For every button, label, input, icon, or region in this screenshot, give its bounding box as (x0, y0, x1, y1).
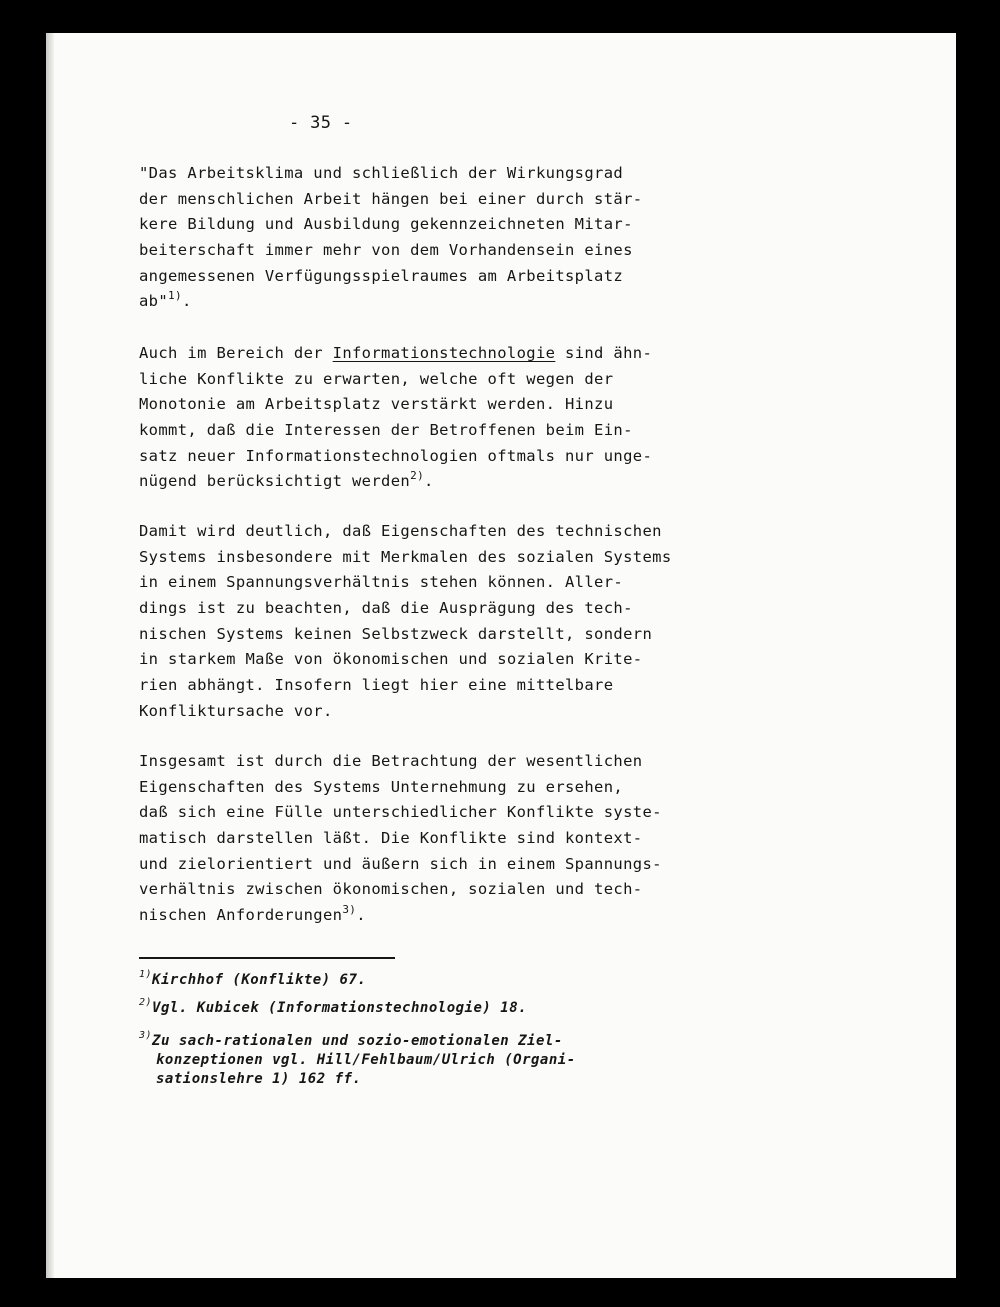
paragraph-line: Eigenschaften des Systems Unternehmung zu ersehen, (139, 777, 624, 796)
paragraph-line: satz neuer Informationstechnologien oftmals nur unge- (139, 446, 653, 465)
footnote-text: Vgl. Kubicek (Informationstechnologie) 18. (152, 1000, 528, 1016)
page-number: - 35 - (289, 113, 353, 133)
paragraph-line: Konfliktursache vor. (139, 701, 333, 720)
paragraph-last-line (139, 469, 652, 495)
paragraph-line: Monotonie am Arbeitsplatz verstärkt werden. Hinzu (139, 395, 614, 414)
paragraph-line: dings ist zu beachten, daß die Ausprägung des tech- (139, 599, 633, 618)
footnote-marker: 1) (139, 969, 153, 980)
paragraph-1 (139, 161, 642, 315)
paragraph-line: verhältnis zwischen ökonomischen, sozialen und tech- (139, 880, 643, 899)
paragraph-line: liche Konflikte zu erwarten, welche oft wegen der (139, 369, 614, 388)
underlined-term: Informationstechnologie (332, 344, 556, 362)
footnote-text: Kirchhof (Konflikte) 67. (152, 972, 367, 988)
paragraph-line: Insgesamt ist durch die Betrachtung der wesentlichen (139, 752, 643, 770)
page-binding-edge (46, 33, 54, 1278)
paragraph-line: in einem Spannungsverhältnis stehen können. Aller- (139, 573, 624, 592)
line-tail: . (424, 472, 434, 491)
footnote-separator (139, 957, 395, 959)
document-page (46, 33, 956, 1278)
footnote-text: sationslehre 1) 162 ff. (156, 1071, 362, 1087)
footnote-reference-2: 2) (410, 469, 425, 483)
paragraph-last-line (139, 289, 642, 315)
footnote-marker: 3) (139, 1030, 153, 1041)
paragraph-line: kommt, daß die Interessen der Betroffenen beim Ein- (139, 421, 633, 440)
paragraph-line: der menschlichen Arbeit hängen bei einer durch stär- (139, 189, 643, 208)
paragraph-3 (139, 519, 672, 725)
paragraph-line: in starkem Maße von ökonomischen und sozialen Krite- (139, 650, 643, 669)
line-text: nischen Anforderungen (139, 906, 343, 925)
paragraph-line: daß sich eine Fülle unterschiedlicher Konflikte syste- (139, 803, 662, 822)
footnote-2 (139, 999, 527, 1018)
paragraph-line: Systems insbesondere mit Merkmalen des sozialen Systems (139, 547, 672, 566)
line-text: ab" (139, 292, 169, 311)
paragraph-line: beiterschaft immer mehr von dem Vorhandensein eines (139, 241, 633, 260)
footnote-text: konzeptionen vgl. Hill/Fehlbaum/Ulrich (Organi- (156, 1052, 576, 1068)
footnote-1 (139, 971, 366, 990)
line-tail: . (182, 292, 192, 311)
paragraph-line: rien abhängt. Insofern liegt hier eine mittelbare (139, 676, 614, 695)
line-text: nügend berücksichtigt werden (139, 472, 411, 491)
paragraph-last-line (139, 903, 662, 929)
paragraph-line: und zielorientiert und äußern sich in einem Spannungs- (139, 854, 662, 873)
footnote-marker: 2) (139, 997, 153, 1008)
paragraph-4 (139, 749, 662, 929)
line-text: sind ähn- (555, 344, 653, 362)
line-tail: . (356, 906, 366, 925)
paragraph-first-line (139, 341, 652, 367)
footnote-reference-3: 3) (342, 903, 357, 917)
paragraph-2 (139, 341, 652, 495)
line-text: Auch im Bereich der (139, 344, 333, 362)
paragraph-line: "Das Arbeitsklima und schließlich der Wirkungsgrad (139, 164, 624, 182)
paragraph-line: kere Bildung und Ausbildung gekennzeichneten Mitar- (139, 215, 633, 234)
footnote-3 (139, 1032, 576, 1089)
footnote-text: Zu sach-rationalen und sozio-emotionalen Ziel- (152, 1033, 563, 1049)
paragraph-line: matisch darstellen läßt. Die Konflikte sind kontext- (139, 829, 643, 848)
footnote-reference-1: 1) (168, 289, 182, 303)
paragraph-line: Damit wird deutlich, daß Eigenschaften des technischen (139, 522, 662, 540)
paragraph-line: nischen Systems keinen Selbstzweck darstellt, sondern (139, 624, 653, 643)
paragraph-line: angemessenen Verfügungsspielraumes am Arbeitsplatz (139, 266, 624, 285)
